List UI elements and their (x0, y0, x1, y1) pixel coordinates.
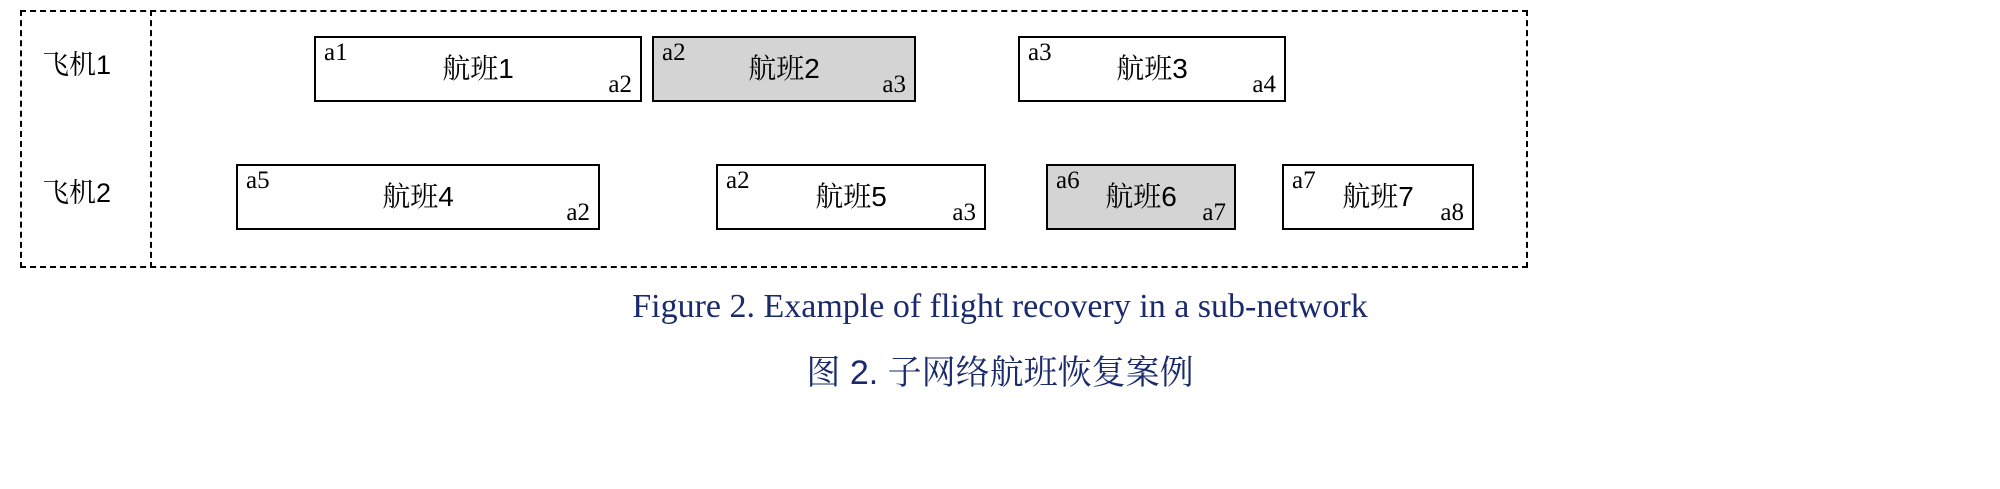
flight-destination-airport: a7 (1202, 198, 1226, 226)
flight-box[interactable] (652, 36, 916, 102)
flight-origin-airport: a3 (1028, 39, 1052, 66)
flight-destination-airport: a4 (1252, 70, 1276, 98)
flight-box[interactable] (1282, 164, 1474, 230)
figure-caption-chinese: 图 2. 子网络航班恢复案例 (806, 354, 1194, 392)
flight-label: 航班3 (1116, 53, 1188, 84)
flight-label: 航班4 (382, 181, 454, 212)
aircraft-row-label-2: 飞机2 (42, 178, 112, 208)
flight-origin-airport: a6 (1056, 167, 1080, 194)
flight-box[interactable] (716, 164, 986, 230)
flight-origin-airport: a2 (662, 39, 686, 66)
flight-label: 航班2 (748, 53, 820, 84)
flight-label: 航班1 (442, 53, 514, 84)
flight-label: 航班5 (815, 181, 887, 212)
flight-destination-airport: a3 (952, 198, 976, 226)
flight-origin-airport: a1 (324, 39, 348, 66)
flight-box[interactable] (236, 164, 600, 230)
flight-label: 航班6 (1105, 181, 1177, 212)
flight-box[interactable] (1018, 36, 1286, 102)
flight-origin-airport: a5 (246, 167, 270, 194)
figure-caption-english: Figure 2. Example of flight recovery in a sub-network (632, 288, 1368, 325)
flight-label: 航班7 (1342, 181, 1414, 212)
flight-destination-airport: a2 (608, 70, 632, 98)
flight-destination-airport: a3 (882, 70, 906, 98)
aircraft-row-label-1: 飞机1 (42, 50, 112, 80)
flight-destination-airport: a8 (1440, 198, 1464, 226)
flight-origin-airport: a2 (726, 167, 750, 194)
flight-box[interactable] (314, 36, 642, 102)
flight-box[interactable] (1046, 164, 1236, 230)
aircraft-label-divider (150, 10, 152, 268)
flight-destination-airport: a2 (566, 198, 590, 226)
flight-origin-airport: a7 (1292, 167, 1316, 194)
